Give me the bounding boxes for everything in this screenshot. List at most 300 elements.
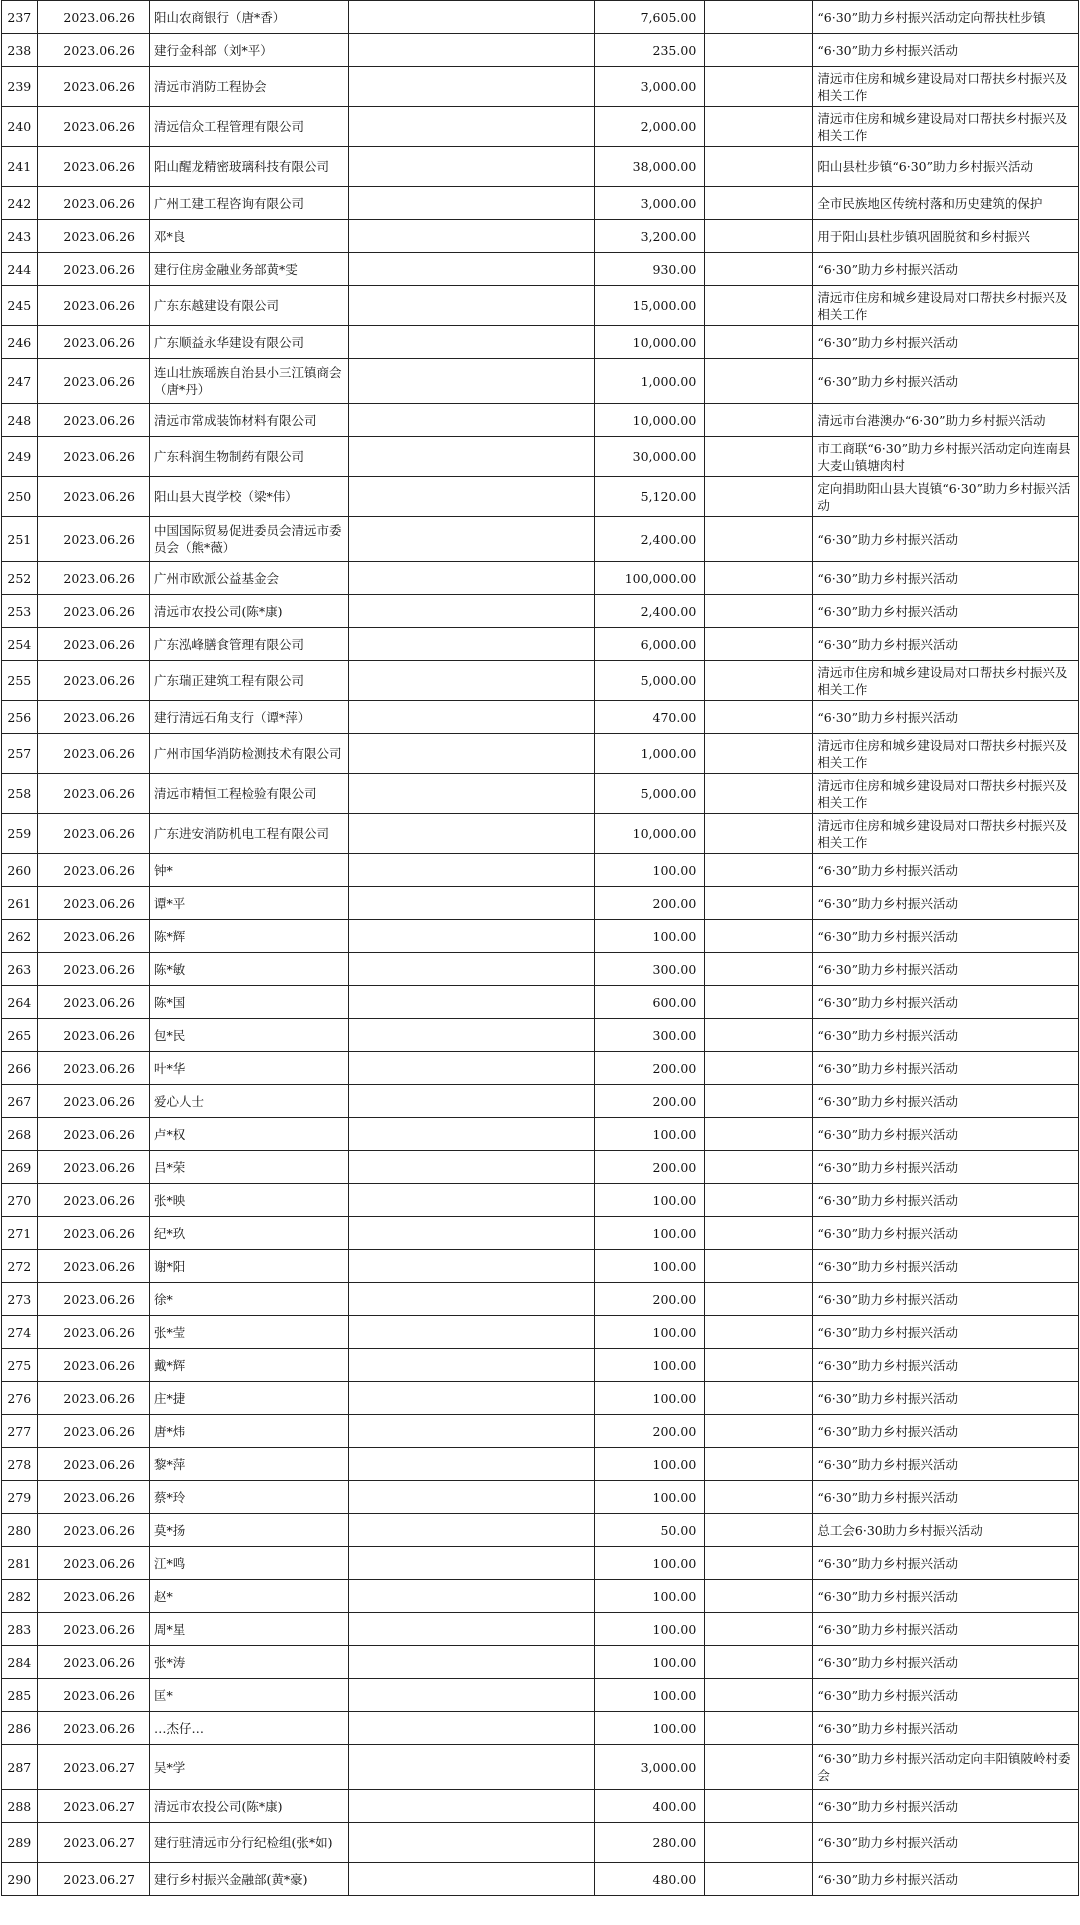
donor-cell: 包*民 [150,1019,349,1052]
remark-cell [349,1382,595,1415]
row-number-cell: 289 [2,1823,38,1863]
remark-cell [349,187,595,220]
remark-cell [349,1580,595,1613]
row-number-cell: 284 [2,1646,38,1679]
remark-cell [349,286,595,326]
amount-cell: 2,400.00 [595,595,705,628]
date-cell: 2023.06.26 [37,1283,149,1316]
purpose-cell: “6·30”助力乡村振兴活动 [813,1283,1079,1316]
date-cell: 2023.06.26 [37,1316,149,1349]
donor-cell: 阳山农商银行（唐*香） [150,1,349,34]
amount-cell: 6,000.00 [595,628,705,661]
amount-cell: 200.00 [595,887,705,920]
purpose-cell: “6·30”助力乡村振兴活动 [813,517,1079,562]
row-number-cell: 287 [2,1745,38,1790]
date-cell: 2023.06.26 [37,595,149,628]
table-row [2,359,1079,404]
blank-cell [705,67,813,107]
blank-cell [705,1085,813,1118]
blank-cell [705,1823,813,1863]
table-row [2,562,1079,595]
amount-cell: 400.00 [595,1790,705,1823]
row-number-cell: 255 [2,661,38,701]
remark-cell [349,661,595,701]
table-row [2,1250,1079,1283]
donor-cell: 爱心人士 [150,1085,349,1118]
donor-cell: 广东东越建设有限公司 [150,286,349,326]
amount-cell: 100.00 [595,1448,705,1481]
table-row [2,1745,1079,1790]
amount-cell: 100.00 [595,1712,705,1745]
purpose-cell: 用于阳山县杜步镇巩固脱贫和乡村振兴 [813,220,1079,253]
purpose-cell: “6·30”助力乡村振兴活动 [813,854,1079,887]
amount-cell: 10,000.00 [595,326,705,359]
row-number-cell: 247 [2,359,38,404]
amount-cell: 2,400.00 [595,517,705,562]
blank-cell [705,437,813,477]
table-row [2,477,1079,517]
purpose-cell: “6·30”助力乡村振兴活动 [813,1349,1079,1382]
amount-cell: 2,000.00 [595,107,705,147]
table-row [2,404,1079,437]
amount-cell: 1,000.00 [595,734,705,774]
purpose-cell: “6·30”助力乡村振兴活动 [813,1646,1079,1679]
donor-cell: 吕*荣 [150,1151,349,1184]
purpose-cell: “6·30”助力乡村振兴活动 [813,34,1079,67]
donor-cell: 清远市常成装饰材料有限公司 [150,404,349,437]
purpose-cell: 定向捐助阳山县大崀镇“6·30”助力乡村振兴活动 [813,477,1079,517]
row-number-cell: 238 [2,34,38,67]
date-cell: 2023.06.26 [37,1712,149,1745]
purpose-cell: 清远市住房和城乡建设局对口帮扶乡村振兴及相关工作 [813,661,1079,701]
amount-cell: 200.00 [595,1283,705,1316]
date-cell: 2023.06.26 [37,986,149,1019]
remark-cell [349,1217,595,1250]
donor-cell: 广州工建工程咨询有限公司 [150,187,349,220]
purpose-cell: “6·30”助力乡村振兴活动定向丰阳镇陂岭村委会 [813,1745,1079,1790]
table-row [2,286,1079,326]
amount-cell: 5,000.00 [595,661,705,701]
date-cell: 2023.06.26 [37,1481,149,1514]
amount-cell: 200.00 [595,1151,705,1184]
purpose-cell: 清远市住房和城乡建设局对口帮扶乡村振兴及相关工作 [813,286,1079,326]
purpose-cell: 清远市台港澳办“6·30”助力乡村振兴活动 [813,404,1079,437]
remark-cell [349,107,595,147]
purpose-cell: “6·30”助力乡村振兴活动 [813,595,1079,628]
blank-cell [705,107,813,147]
date-cell: 2023.06.26 [37,1613,149,1646]
donor-cell: 广东顺益永华建设有限公司 [150,326,349,359]
date-cell: 2023.06.26 [37,953,149,986]
amount-cell: 100.00 [595,1316,705,1349]
row-number-cell: 251 [2,517,38,562]
blank-cell [705,1712,813,1745]
row-number-cell: 275 [2,1349,38,1382]
donor-cell: 赵* [150,1580,349,1613]
purpose-cell: “6·30”助力乡村振兴活动 [813,1019,1079,1052]
blank-cell [705,854,813,887]
purpose-cell: “6·30”助力乡村振兴活动 [813,1052,1079,1085]
amount-cell: 235.00 [595,34,705,67]
donor-cell: 江*鸣 [150,1547,349,1580]
donor-cell: 纪*玖 [150,1217,349,1250]
amount-cell: 100.00 [595,1217,705,1250]
row-number-cell: 258 [2,774,38,814]
table-row [2,920,1079,953]
remark-cell [349,404,595,437]
purpose-cell: “6·30”助力乡村振兴活动 [813,920,1079,953]
table-row [2,1382,1079,1415]
date-cell: 2023.06.26 [37,628,149,661]
donor-cell: 清远市消防工程协会 [150,67,349,107]
blank-cell [705,1613,813,1646]
table-row [2,628,1079,661]
amount-cell: 300.00 [595,1019,705,1052]
remark-cell [349,562,595,595]
date-cell: 2023.06.26 [37,1679,149,1712]
remark-cell [349,1052,595,1085]
table-row [2,774,1079,814]
row-number-cell: 269 [2,1151,38,1184]
row-number-cell: 285 [2,1679,38,1712]
blank-cell [705,1283,813,1316]
blank-cell [705,887,813,920]
purpose-cell: “6·30”助力乡村振兴活动 [813,1217,1079,1250]
table-row [2,1613,1079,1646]
remark-cell [349,1745,595,1790]
donor-cell: 广州市欧派公益基金会 [150,562,349,595]
blank-cell [705,1745,813,1790]
date-cell: 2023.06.26 [37,1580,149,1613]
donation-table [1,0,1079,1896]
row-number-cell: 278 [2,1448,38,1481]
date-cell: 2023.06.26 [37,661,149,701]
date-cell: 2023.06.26 [37,1415,149,1448]
remark-cell [349,1613,595,1646]
table-row [2,326,1079,359]
donor-cell: 建行清远石角支行（谭*萍） [150,701,349,734]
table-row [2,1823,1079,1863]
blank-cell [705,1646,813,1679]
blank-cell [705,220,813,253]
row-number-cell: 239 [2,67,38,107]
amount-cell: 100.00 [595,1679,705,1712]
row-number-cell: 260 [2,854,38,887]
amount-cell: 38,000.00 [595,147,705,187]
blank-cell [705,1547,813,1580]
date-cell: 2023.06.26 [37,1118,149,1151]
row-number-cell: 264 [2,986,38,1019]
remark-cell [349,1514,595,1547]
purpose-cell: “6·30”助力乡村振兴活动 [813,1613,1079,1646]
donor-cell: 张*映 [150,1184,349,1217]
donor-cell: 阳山县大崀学校（梁*伟） [150,477,349,517]
amount-cell: 3,200.00 [595,220,705,253]
table-row [2,34,1079,67]
amount-cell: 300.00 [595,953,705,986]
date-cell: 2023.06.26 [37,107,149,147]
row-number-cell: 272 [2,1250,38,1283]
amount-cell: 1,000.00 [595,359,705,404]
blank-cell [705,1415,813,1448]
blank-cell [705,1151,813,1184]
donor-cell: 谭*平 [150,887,349,920]
table-row [2,1118,1079,1151]
amount-cell: 100.00 [595,1382,705,1415]
donor-cell: 张*莹 [150,1316,349,1349]
date-cell: 2023.06.27 [37,1823,149,1863]
table-row [2,1085,1079,1118]
donor-cell: …杰仔… [150,1712,349,1745]
remark-cell [349,437,595,477]
row-number-cell: 250 [2,477,38,517]
blank-cell [705,1382,813,1415]
date-cell: 2023.06.26 [37,286,149,326]
donor-cell: 莫*扬 [150,1514,349,1547]
donor-cell: 谢*阳 [150,1250,349,1283]
amount-cell: 200.00 [595,1085,705,1118]
row-number-cell: 246 [2,326,38,359]
blank-cell [705,1184,813,1217]
remark-cell [349,854,595,887]
table-row [2,1679,1079,1712]
remark-cell [349,814,595,854]
donor-cell: 连山壮族瑶族自治县小三江镇商会（唐*丹） [150,359,349,404]
date-cell: 2023.06.26 [37,517,149,562]
table-row [2,1580,1079,1613]
table-row [2,1,1079,34]
row-number-cell: 270 [2,1184,38,1217]
row-number-cell: 253 [2,595,38,628]
donor-cell: 广东泓峰膳食管理有限公司 [150,628,349,661]
donor-cell: 周*星 [150,1613,349,1646]
date-cell: 2023.06.26 [37,67,149,107]
date-cell: 2023.06.26 [37,477,149,517]
donor-cell: 黎*萍 [150,1448,349,1481]
blank-cell [705,986,813,1019]
date-cell: 2023.06.26 [37,1250,149,1283]
purpose-cell: “6·30”助力乡村振兴活动 [813,1823,1079,1863]
remark-cell [349,1415,595,1448]
row-number-cell: 271 [2,1217,38,1250]
donor-cell: 清远市精恒工程检验有限公司 [150,774,349,814]
row-number-cell: 259 [2,814,38,854]
remark-cell [349,34,595,67]
date-cell: 2023.06.26 [37,220,149,253]
remark-cell [349,1019,595,1052]
remark-cell [349,326,595,359]
blank-cell [705,1316,813,1349]
table-row [2,437,1079,477]
table-row [2,854,1079,887]
donor-cell: 建行乡村振兴金融部(黄*豪) [150,1863,349,1896]
blank-cell [705,326,813,359]
date-cell: 2023.06.26 [37,359,149,404]
row-number-cell: 262 [2,920,38,953]
table-row [2,517,1079,562]
row-number-cell: 283 [2,1613,38,1646]
amount-cell: 100.00 [595,920,705,953]
row-number-cell: 254 [2,628,38,661]
donor-cell: 清远信众工程管理有限公司 [150,107,349,147]
date-cell: 2023.06.26 [37,1514,149,1547]
amount-cell: 15,000.00 [595,286,705,326]
blank-cell [705,1580,813,1613]
table-row [2,1151,1079,1184]
remark-cell [349,1863,595,1896]
blank-cell [705,953,813,986]
blank-cell [705,1863,813,1896]
date-cell: 2023.06.26 [37,1448,149,1481]
amount-cell: 600.00 [595,986,705,1019]
date-cell: 2023.06.26 [37,1085,149,1118]
remark-cell [349,477,595,517]
remark-cell [349,67,595,107]
blank-cell [705,1052,813,1085]
purpose-cell: 总工会6·30助力乡村振兴活动 [813,1514,1079,1547]
donor-cell: 唐*炜 [150,1415,349,1448]
date-cell: 2023.06.26 [37,187,149,220]
donor-cell: 广东科润生物制药有限公司 [150,437,349,477]
date-cell: 2023.06.26 [37,854,149,887]
blank-cell [705,1250,813,1283]
donor-cell: 广东进安消防机电工程有限公司 [150,814,349,854]
purpose-cell: 全市民族地区传统村落和历史建筑的保护 [813,187,1079,220]
date-cell: 2023.06.26 [37,814,149,854]
remark-cell [349,517,595,562]
remark-cell [349,1790,595,1823]
remark-cell [349,1481,595,1514]
remark-cell [349,1448,595,1481]
purpose-cell: 清远市住房和城乡建设局对口帮扶乡村振兴及相关工作 [813,67,1079,107]
amount-cell: 200.00 [595,1052,705,1085]
table-row [2,1052,1079,1085]
amount-cell: 100.00 [595,1481,705,1514]
blank-cell [705,253,813,286]
row-number-cell: 263 [2,953,38,986]
date-cell: 2023.06.26 [37,1382,149,1415]
date-cell: 2023.06.26 [37,734,149,774]
purpose-cell: “6·30”助力乡村振兴活动 [813,253,1079,286]
purpose-cell: 清远市住房和城乡建设局对口帮扶乡村振兴及相关工作 [813,734,1079,774]
table-row [2,1863,1079,1896]
row-number-cell: 286 [2,1712,38,1745]
amount-cell: 930.00 [595,253,705,286]
row-number-cell: 241 [2,147,38,187]
table-row [2,147,1079,187]
blank-cell [705,1349,813,1382]
date-cell: 2023.06.26 [37,1217,149,1250]
remark-cell [349,734,595,774]
row-number-cell: 274 [2,1316,38,1349]
amount-cell: 100.00 [595,1250,705,1283]
remark-cell [349,887,595,920]
donor-cell: 张*涛 [150,1646,349,1679]
table-row [2,1646,1079,1679]
remark-cell [349,359,595,404]
purpose-cell: “6·30”助力乡村振兴活动 [813,1250,1079,1283]
remark-cell [349,774,595,814]
date-cell: 2023.06.26 [37,1349,149,1382]
amount-cell: 10,000.00 [595,404,705,437]
row-number-cell: 240 [2,107,38,147]
donor-cell: 吴*学 [150,1745,349,1790]
amount-cell: 100.00 [595,1547,705,1580]
row-number-cell: 257 [2,734,38,774]
blank-cell [705,920,813,953]
blank-cell [705,1679,813,1712]
purpose-cell: “6·30”助力乡村振兴活动 [813,628,1079,661]
amount-cell: 30,000.00 [595,437,705,477]
row-number-cell: 243 [2,220,38,253]
remark-cell [349,1,595,34]
purpose-cell: “6·30”助力乡村振兴活动 [813,887,1079,920]
table-row [2,1349,1079,1382]
donor-cell: 广州市国华消防检测技术有限公司 [150,734,349,774]
blank-cell [705,517,813,562]
remark-cell [349,986,595,1019]
date-cell: 2023.06.26 [37,34,149,67]
table-row [2,220,1079,253]
blank-cell [705,286,813,326]
remark-cell [349,1151,595,1184]
amount-cell: 100.00 [595,1646,705,1679]
remark-cell [349,701,595,734]
purpose-cell: “6·30”助力乡村振兴活动 [813,1151,1079,1184]
row-number-cell: 279 [2,1481,38,1514]
blank-cell [705,734,813,774]
amount-cell: 280.00 [595,1823,705,1863]
donor-cell: 建行驻清远市分行纪检组(张*如) [150,1823,349,1863]
remark-cell [349,1316,595,1349]
blank-cell [705,562,813,595]
row-number-cell: 281 [2,1547,38,1580]
amount-cell: 100.00 [595,1613,705,1646]
remark-cell [349,1184,595,1217]
date-cell: 2023.06.27 [37,1790,149,1823]
amount-cell: 100.00 [595,1118,705,1151]
donor-cell: 陈*辉 [150,920,349,953]
purpose-cell: 清远市住房和城乡建设局对口帮扶乡村振兴及相关工作 [813,814,1079,854]
table-row [2,887,1079,920]
row-number-cell: 242 [2,187,38,220]
remark-cell [349,1679,595,1712]
table-row [2,661,1079,701]
amount-cell: 5,120.00 [595,477,705,517]
row-number-cell: 261 [2,887,38,920]
row-number-cell: 252 [2,562,38,595]
donor-cell: 蔡*玲 [150,1481,349,1514]
remark-cell [349,595,595,628]
amount-cell: 50.00 [595,1514,705,1547]
row-number-cell: 249 [2,437,38,477]
row-number-cell: 256 [2,701,38,734]
blank-cell [705,1019,813,1052]
blank-cell [705,34,813,67]
date-cell: 2023.06.26 [37,326,149,359]
row-number-cell: 290 [2,1863,38,1896]
purpose-cell: 阳山县杜步镇“6·30”助力乡村振兴活动 [813,147,1079,187]
purpose-cell: “6·30”助力乡村振兴活动 [813,1184,1079,1217]
table-row [2,1712,1079,1745]
donor-cell: 匡* [150,1679,349,1712]
amount-cell: 100.00 [595,854,705,887]
donor-cell: 阳山醒龙精密玻璃科技有限公司 [150,147,349,187]
table-row [2,1217,1079,1250]
date-cell: 2023.06.26 [37,1151,149,1184]
date-cell: 2023.06.26 [37,1052,149,1085]
blank-cell [705,1448,813,1481]
